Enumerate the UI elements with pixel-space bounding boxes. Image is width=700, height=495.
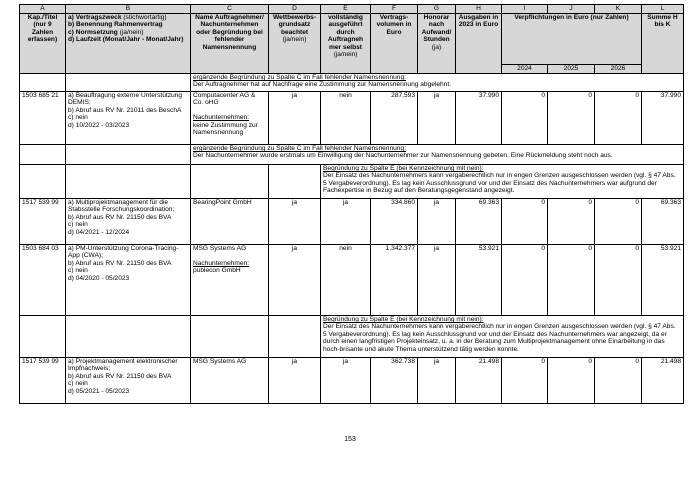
honorar: ja <box>418 358 456 404</box>
verpflichtung-2024: 0 <box>502 245 548 316</box>
wettbewerb: ja <box>269 245 321 316</box>
auftragnehmer: MSG Systems AG <box>191 358 269 404</box>
kap-titel: 1503 685 21 <box>20 92 66 145</box>
col-letter: K <box>595 5 642 14</box>
col-letter: G <box>418 5 456 14</box>
note-cell: ergänzende Begründung zu Spalte C im Fall fehlender Namensnennung: Der Nachunternehmer wurde erstmals um Einwilligung der Nachunternehmer zur Namensnennung gebeten. Eine Rückmeldung steht noch aus. <box>191 145 684 165</box>
col-letter: F <box>371 5 418 14</box>
ausgefuehrt: nein <box>321 245 371 316</box>
note-cell: Begründung zu Spalte E (bei Kennzeichnung mit nein): Der Einsatz des Nachunternehmers kann vergaberechtlich nur in engen Grenzen ausgeschlossen werden (vgl. § 47 Abs. 5 Vergabeverordnung). Es lag kein Ausschlussgrund vor und der Einsatz des Nachunternehmers war aufgrund der Fachexpertise in Bezug auf den Beratungsgegenstand angezeigt. <box>321 165 684 199</box>
header-wettbewerb: Wettbewerbs-grundsatz beachtet (ja/nein) <box>269 14 321 74</box>
vertragszweck: a) Projektmanagement elektronischer Impfnachweis; b) Abruf aus RV Nr. 21150 des BVA c) nein d) 05/2021 - 05/2023 <box>66 358 191 404</box>
verpflichtung-2026: 0 <box>595 92 642 145</box>
verpflichtung-2024: 0 <box>502 92 548 145</box>
kap-titel: 1517 539 99 <box>20 199 66 245</box>
header-auftragnehmer: Name Auftragnehmer/ Nachunternehmen oder Begründung bei fehlender Namensnennung <box>191 14 269 74</box>
wettbewerb: ja <box>269 358 321 404</box>
header-summe: Summe H bis K <box>642 14 684 74</box>
note-row <box>20 165 684 199</box>
vertragsvolumen: 334.860 <box>371 199 418 245</box>
note-row <box>20 74 684 92</box>
header-row <box>20 14 684 65</box>
note-row <box>20 145 684 165</box>
column-letter-row <box>20 5 684 14</box>
verpflichtung-2024: 0 <box>502 358 548 404</box>
vertragsvolumen: 287.593 <box>371 92 418 145</box>
vertragszweck: a) Multiprojektmanagement für die Stabsstelle Forschungskoordination; b) Abruf aus RV Nr. 21150 des BVA c) nein d) 04/2021 - 12/2024 <box>66 199 191 245</box>
wettbewerb: ja <box>269 199 321 245</box>
ausgaben-2023: 53.921 <box>456 245 502 316</box>
col-letter: J <box>548 5 595 14</box>
verpflichtung-2025: 0 <box>548 245 595 316</box>
verpflichtung-2026: 0 <box>595 358 642 404</box>
contracts-table <box>19 4 684 404</box>
ausgefuehrt: ja <box>321 199 371 245</box>
wettbewerb: ja <box>269 92 321 145</box>
kap-titel: 1503 684 03 <box>20 245 66 316</box>
col-letter: B <box>66 5 191 14</box>
year-2026: 2026 <box>595 65 642 74</box>
col-letter: H <box>456 5 502 14</box>
header-kap-titel: Kap./Titel (nur 9 Zahlen erfassen) <box>20 14 66 74</box>
verpflichtung-2025: 0 <box>548 92 595 145</box>
verpflichtung-2025: 0 <box>548 199 595 245</box>
auftragnehmer: MSG Systems AG Nachunternehmen: publecon GmbH <box>191 245 269 316</box>
header-vertragszweck: a) Vertragszweck (stichwortartig) b) Benennung Rahmenvertrag c) Normsetzung (ja/nein) d) Laufzeit (Monat/Jahr - Monat/Jahr) <box>66 14 191 74</box>
col-letter: E <box>321 5 371 14</box>
page-number: 153 <box>344 436 356 443</box>
verpflichtung-2024: 0 <box>502 199 548 245</box>
table-row <box>20 245 684 316</box>
verpflichtung-2025: 0 <box>548 358 595 404</box>
header-ausgaben: Ausgaben in 2023 in Euro <box>456 14 502 74</box>
note-cell: Begründung zu Spalte E (bei Kennzeichnung mit nein): Der Einsatz des Nachunternehmers kann vergaberechtlich nur in engen Grenzen ausgeschlossen werden (vgl. § 47 Abs. 5 Vergabeverordnung). Es lag kein Ausschlussgrund vor und der Einsatz des Nachunternehmers war angezeigt, da er durch einen langfristigen Projekteinsatz, u. a. in der Beratung zum Multiprojektmanagement ohne Einarbeitung in das hoch-brisante und akute Thema unterstützend tätig werden konnte. <box>321 316 684 358</box>
note-row <box>20 316 684 358</box>
col-letter: D <box>269 5 321 14</box>
summe: 53.921 <box>642 245 684 316</box>
honorar: ja <box>418 92 456 145</box>
ausgaben-2023: 69.363 <box>456 199 502 245</box>
vertragszweck: a) PM-Unterstützung Corona-Tracing-App (CWA); b) Abruf aus RV Nr. 21150 des BVA c) nein d) 04/2020 - 05/2023 <box>66 245 191 316</box>
header-honorar: Honorar nach Aufwand/ Stunden (ja) <box>418 14 456 74</box>
kap-titel: 1517 539 99 <box>20 358 66 404</box>
summe: 37.990 <box>642 92 684 145</box>
honorar: ja <box>418 245 456 316</box>
header-verpflichtungen: Verpflichtungen in Euro (nur Zahlen) <box>502 14 642 65</box>
col-letter: I <box>502 5 548 14</box>
verpflichtung-2026: 0 <box>595 245 642 316</box>
header-vertragsvolumen: Vertrags-volumen in Euro <box>371 14 418 74</box>
col-letter: L <box>642 5 684 14</box>
year-2025: 2025 <box>548 65 595 74</box>
table-row <box>20 358 684 404</box>
header-ausgefuehrt: vollständig ausgeführt durch Auftragneh mer selbst (ja/nein) <box>321 14 371 74</box>
table-row <box>20 92 684 145</box>
note-cell: ergänzende Begründung zu Spalte C im Fall fehlender Namensnennung: Der Auftragnehmer hat auf Nachfrage eine Zustimmung zur Namensnennung abgelehnt. <box>191 74 684 92</box>
verpflichtung-2026: 0 <box>595 199 642 245</box>
ausgefuehrt: nein <box>321 92 371 145</box>
col-letter: A <box>20 5 66 14</box>
table-row <box>20 199 684 245</box>
vertragsvolumen: 362.738 <box>371 358 418 404</box>
year-2024: 2024 <box>502 65 548 74</box>
vertragszweck: a) Beauftragung externe Unterstützung DEMIS; b) Abruf aus RV Nr. 21011 des BeschA c) nein d) 10/2022 - 03/2023 <box>66 92 191 145</box>
ausgefuehrt: ja <box>321 358 371 404</box>
summe: 69.363 <box>642 199 684 245</box>
auftragnehmer: Computacenter AG & Co. oHG Nachunternehmen: keine Zustimmung zur Namensnennung <box>191 92 269 145</box>
ausgaben-2023: 37.990 <box>456 92 502 145</box>
auftragnehmer: BearingPoint GmbH <box>191 199 269 245</box>
honorar: ja <box>418 199 456 245</box>
vertragsvolumen: 1.342.377 <box>371 245 418 316</box>
col-letter: C <box>191 5 269 14</box>
summe: 21.498 <box>642 358 684 404</box>
ausgaben-2023: 21.498 <box>456 358 502 404</box>
